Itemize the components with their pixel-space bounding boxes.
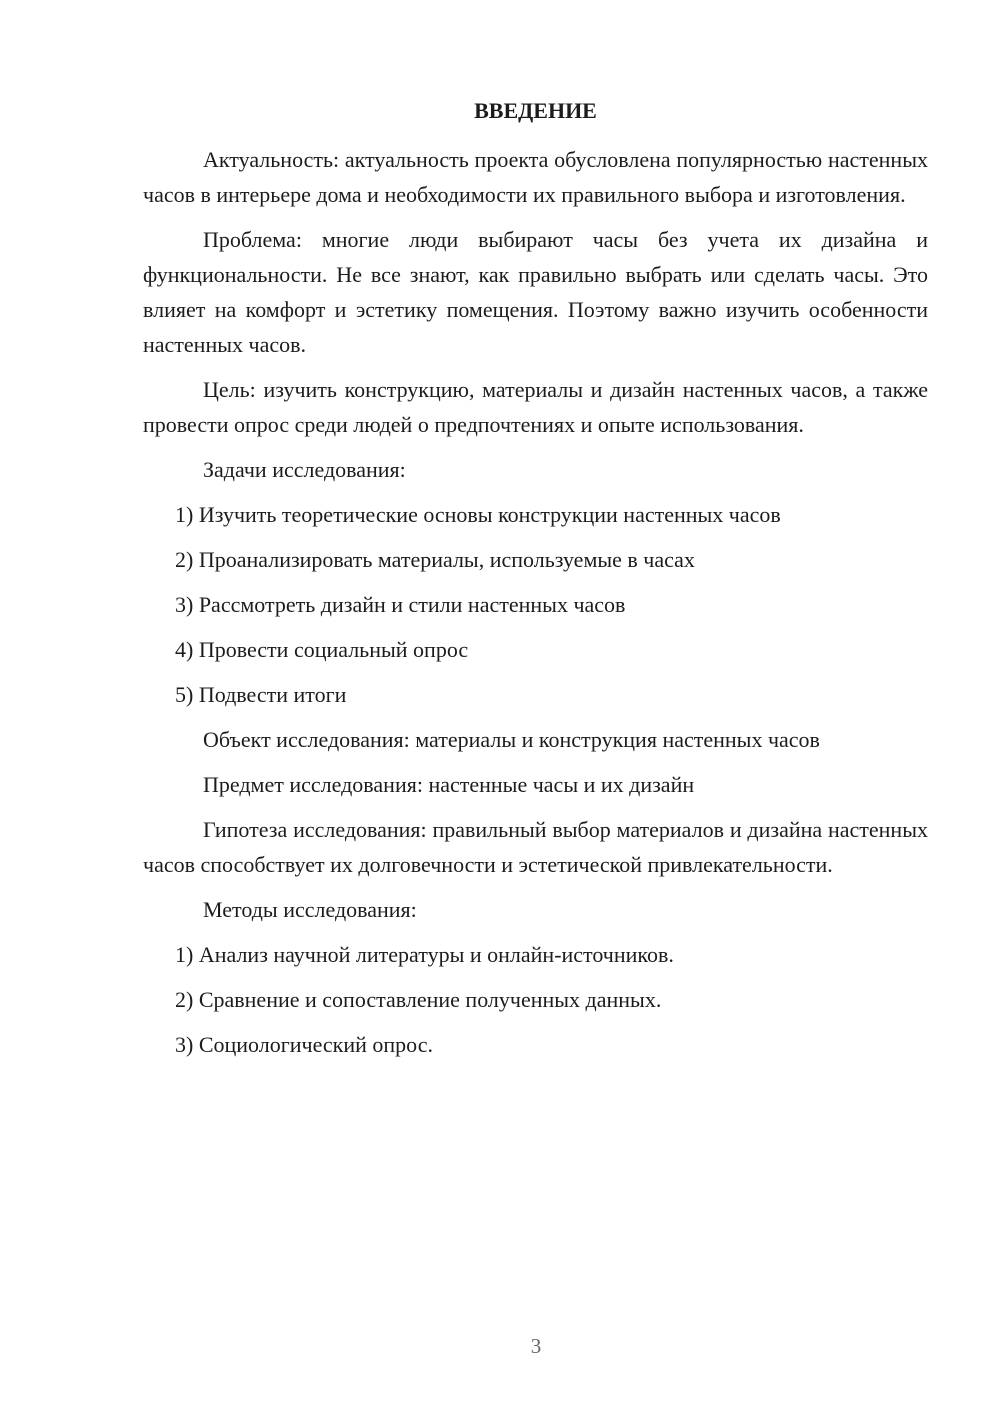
goal-paragraph: Цель: изучить конструкцию, материалы и дизайн настенных часов, а также провести опрос среди людей о предпочтениях и опыте использования. <box>143 377 928 437</box>
problem-paragraph: Проблема: многие люди выбирают часы без учета их дизайна и функциональности. Не все знают, как правильно выбрать или сделать часы. Это влияет на комфорт и эстетику помещения. Поэтому важно изучить особенности настенных часов. <box>143 227 928 357</box>
methods-list <box>143 937 928 1062</box>
hypothesis-paragraph: Гипотеза исследования: правильный выбор материалов и дизайна настенных часов способствует их долговечности и эстетической привлекательности. <box>143 817 928 877</box>
tasks-heading: Задачи исследования: <box>203 457 406 482</box>
list-item: 2) Проанализировать материалы, используемые в часах <box>175 547 695 572</box>
methods-heading: Методы исследования: <box>203 897 417 922</box>
list-item: 5) Подвести итоги <box>175 682 347 707</box>
page-content <box>143 96 928 1072</box>
page-title: ВВЕДЕНИЕ <box>474 98 597 123</box>
relevance-paragraph: Актуальность: актуальность проекта обусловлена популярностью настенных часов в интерьере дома и необходимости их правильного выбора и изготовления. <box>143 147 928 207</box>
list-item: 1) Анализ научной литературы и онлайн-источников. <box>175 942 674 967</box>
list-item: 3) Социологический опрос. <box>175 1032 433 1057</box>
list-item: 2) Сравнение и сопоставление полученных данных. <box>175 987 662 1012</box>
list-item: 4) Провести социальный опрос <box>175 637 469 662</box>
page-number: 3 <box>530 1334 542 1358</box>
tasks-list <box>143 497 928 712</box>
object-paragraph: Объект исследования: материалы и конструкция настенных часов <box>203 727 820 752</box>
subject-paragraph: Предмет исследования: настенные часы и их дизайн <box>203 772 695 797</box>
list-item: 3) Рассмотреть дизайн и стили настенных часов <box>175 592 626 617</box>
list-item: 1) Изучить теоретические основы конструкции настенных часов <box>175 502 781 527</box>
